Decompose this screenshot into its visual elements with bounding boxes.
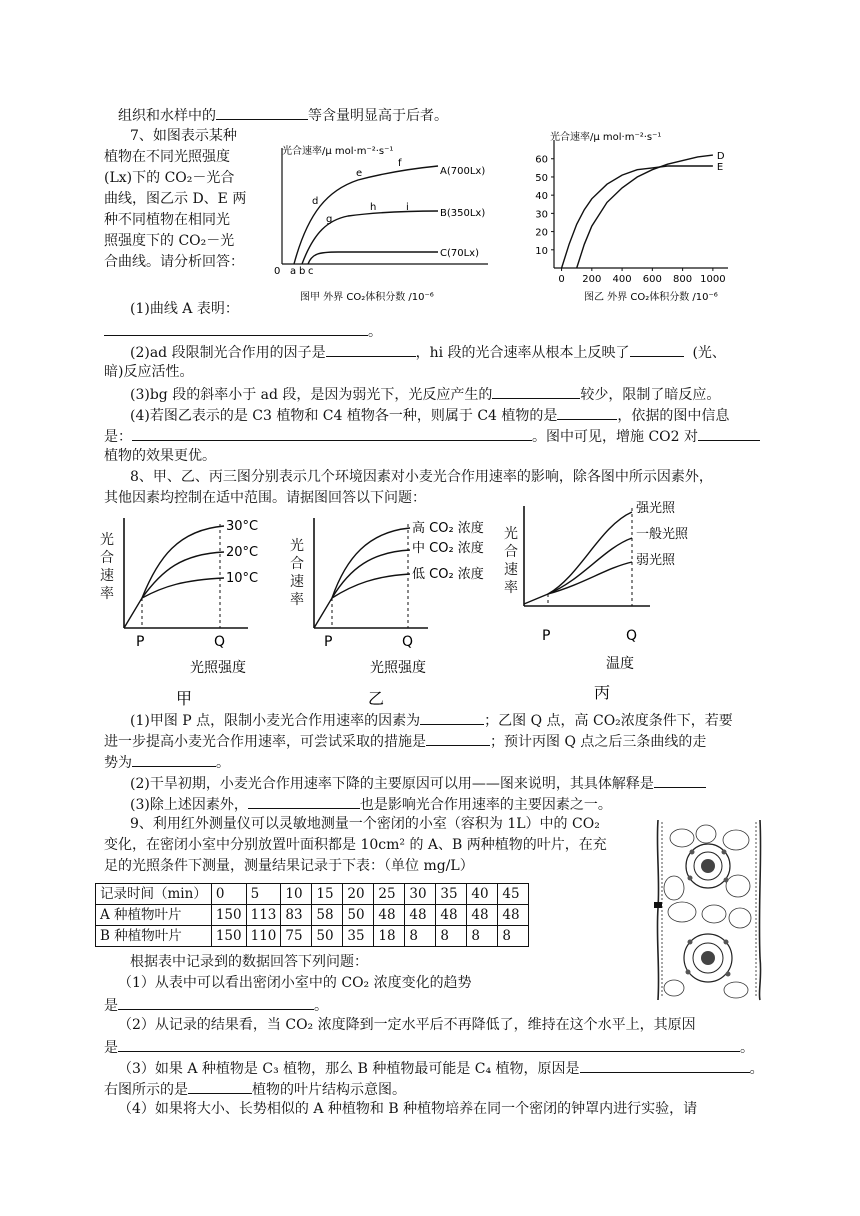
curve-label: C(70Lx): [440, 248, 479, 259]
svg-text:合: 合: [290, 556, 304, 572]
series-label-E: E: [716, 162, 724, 174]
x-tick-label: 400: [612, 274, 632, 285]
q7-intro-line: (Lx)下的 CO₂－光合: [104, 170, 235, 186]
q7-intro-line: 种不同植物在相同光: [104, 212, 230, 228]
q9-p1: （1）从表中可以看出密闭小室中的 CO₂ 浓度变化的趋势: [118, 975, 472, 991]
svg-text:合: 合: [504, 544, 518, 560]
svg-text:率: 率: [290, 592, 304, 608]
svg-text:速: 速: [504, 562, 518, 578]
series-line-E: [562, 166, 713, 268]
q7-intro-line: 照强度下的 CO₂－光: [104, 233, 235, 249]
record-table: [95, 883, 529, 947]
q7-p2-cont: 暗)反应活性。: [104, 364, 194, 380]
curve-a: [294, 166, 438, 264]
point-label: e: [356, 168, 363, 179]
svg-text:P: P: [542, 628, 551, 644]
q7-p3: (3)bg 段的斜率小于 ad 段，是因为弱光下，光反应产生的 较少，限制了暗反应。: [130, 383, 720, 405]
figure-yi-chart: [518, 126, 748, 310]
q9-p2-cont: 是 。: [104, 1036, 754, 1058]
q8-p1-cont: 进一步提高小麦光合作用速率，可尝试采取的措施是 ；预计丙图 Q 点之后三条曲线的走: [104, 730, 706, 752]
series-label: 20°C: [226, 545, 259, 560]
point-label: g: [326, 214, 333, 225]
origin-label: b: [299, 266, 306, 277]
answer-blank[interactable]: [426, 730, 490, 746]
graph-jia: [98, 508, 278, 708]
graph-title: 乙: [368, 689, 385, 708]
x-tick-label: 200: [582, 274, 602, 285]
table-header-row: 记录时间（min） 0 5 10 15 20 25 30 35 40 45: [96, 884, 529, 905]
q9-p4: （4）如果将大小、长势相似的 A 种植物和 B 种植物培养在同一个密闭的钟罩内进行实验，请: [118, 1101, 698, 1117]
y-tick-label: 60: [535, 154, 548, 166]
series-label: 强光照: [636, 501, 676, 516]
x-tick-label: 0: [558, 274, 565, 285]
answer-blank[interactable]: [118, 994, 314, 1010]
table-row: A 种植物叶片 150 113 83 58 50 48 48 48 48 48: [96, 905, 529, 926]
q8-p2: (2)干旱初期，小麦光合作用速率下降的主要原因可以用——图来说明，其具体解释是: [130, 772, 706, 794]
curve-label: A(700Lx): [440, 166, 486, 177]
q9-questions-intro: 根据表中记录到的数据回答下列问题：: [130, 954, 368, 970]
leaf-structure-illustration: [652, 818, 766, 1002]
answer-blank[interactable]: [654, 772, 706, 788]
point-label: d: [312, 196, 319, 207]
chart-caption: 图乙 外界 CO₂体积分数 /10⁻⁶: [584, 292, 718, 303]
answer-blank[interactable]: [188, 1078, 252, 1094]
svg-text:光: 光: [290, 538, 304, 554]
series-label: 中 CO₂ 浓度: [412, 541, 484, 556]
origin-label: c: [308, 266, 314, 277]
curve-b: [302, 211, 438, 264]
svg-text:Q: Q: [214, 634, 226, 650]
curve-label: B(350Lx): [440, 208, 486, 219]
graph-yi: [288, 508, 498, 708]
q9-p3-cont: 右图所示的是 植物的叶片结构示意图。: [104, 1078, 406, 1100]
answer-blank[interactable]: [132, 751, 216, 767]
table-row: B 种植物叶片 150 110 75 50 35 18 8 8 8 8: [96, 926, 529, 947]
q9-intro: 足的光照条件下测量，测量结果记录于下表：（单位 mg/L）: [104, 858, 474, 874]
answer-blank[interactable]: [326, 341, 416, 357]
fig-jia7-caption: 图甲 外界 CO₂体积分数 /10⁻⁶: [300, 292, 434, 303]
y-tick-label: 50: [535, 172, 548, 184]
answer-blank[interactable]: [216, 104, 308, 120]
series-label: 10°C: [226, 571, 259, 586]
svg-text:速: 速: [290, 574, 304, 590]
point-label: f: [398, 158, 402, 169]
graph-bing: [500, 496, 700, 706]
x-tick-label: 1000: [700, 274, 726, 285]
x-axis-label: 温度: [606, 656, 634, 672]
answer-blank[interactable]: [104, 320, 368, 336]
answer-blank[interactable]: [492, 383, 580, 399]
curve-c: [308, 252, 438, 264]
q7-p4-end: 植物的效果更优。: [104, 448, 216, 464]
x-axis-label: 光照强度: [190, 660, 246, 676]
svg-text:速: 速: [100, 568, 114, 584]
q7-intro-line: 植物在不同光照强度: [104, 149, 230, 165]
y-tick-label: 10: [535, 245, 548, 257]
q8-intro: 其他因素均控制在适中范围。请据图回答以下问题：: [104, 490, 426, 506]
q7-p4: (4)若图乙表示的是 C3 植物和 C4 植物各一种，则属于 C4 植物的是 ，依据的图中信息: [130, 404, 729, 426]
svg-text:P: P: [324, 634, 333, 650]
q7-p1: (1)曲线 A 表明：: [130, 301, 239, 317]
q7-intro-line: 曲线，图乙示 D、E 两: [104, 191, 247, 207]
y-tick-label: 40: [535, 191, 548, 203]
svg-text:P: P: [136, 634, 145, 650]
series-label: 弱光照: [636, 553, 676, 568]
graph-title: 甲: [176, 689, 193, 708]
series-label: 一般光照: [636, 527, 689, 542]
svg-text:Q: Q: [402, 634, 414, 650]
series-label: 低 CO₂ 浓度: [412, 567, 484, 582]
q9-p1-cont: 是 。: [104, 994, 328, 1016]
answer-blank[interactable]: [132, 425, 532, 441]
q7-p1-answer: 。: [104, 320, 382, 342]
q7-intro-line: 合曲线。请分析回答：: [104, 254, 244, 270]
chart-ylabel: 光合速率/μ mol·m⁻²·s⁻¹: [550, 132, 662, 143]
answer-blank[interactable]: [630, 341, 684, 357]
svg-text:合: 合: [100, 550, 114, 566]
series-label: 高 CO₂ 浓度: [412, 521, 484, 536]
answer-blank[interactable]: [118, 1036, 740, 1052]
svg-text:光: 光: [100, 532, 114, 548]
q7-intro-line: 7、如图表示某种: [130, 128, 237, 144]
answer-blank[interactable]: [248, 793, 360, 809]
x-tick-label: 800: [673, 274, 693, 285]
q6-tail-line: 组织和水样中的 等含量明显高于后者。: [118, 104, 448, 126]
q9-p3: （3）如果 A 种植物是 C₃ 植物，那么 B 种植物最可能是 C₄ 植物，原因是 。: [118, 1057, 764, 1079]
y-tick-label: 20: [535, 227, 548, 239]
answer-blank[interactable]: [580, 1057, 750, 1073]
origin-label: 0: [274, 266, 281, 277]
origin-label: a: [290, 266, 297, 277]
q7-p2: (2)ad 段限制光合作用的因子是 ，hi 段的光合速率从根本上反映了 (光、: [130, 341, 726, 363]
q8-intro: 8、甲、乙、丙三图分别表示几个环境因素对小麦光合作用速率的影响，除各图中所示因素外，: [130, 469, 713, 485]
svg-text:光: 光: [504, 526, 518, 542]
x-axis-label: 光照强度: [370, 660, 426, 676]
q9-intro: 9、利用红外测量仪可以灵敏地测量一个密闭的小室（容积为 1L）中的 CO₂: [130, 816, 600, 832]
series-label: 30°C: [226, 519, 259, 534]
svg-text:Q: Q: [626, 628, 638, 644]
y-tick-label: 30: [535, 209, 548, 221]
point-label: h: [370, 202, 377, 213]
point-label: i: [406, 202, 409, 213]
graph-title: 丙: [594, 683, 611, 702]
q9-intro: 变化，在密闭小室中分别放置叶面积都是 10cm² 的 A、B 两种植物的叶片，在充: [104, 837, 607, 853]
figure-jia-q7: [268, 132, 498, 310]
svg-text:率: 率: [100, 586, 114, 602]
fig-jia7-ylabel: 光合速率/μ mol·m⁻²·s⁻¹: [282, 146, 394, 157]
answer-blank[interactable]: [420, 709, 484, 725]
series-label-D: D: [716, 151, 725, 163]
series-line-D: [577, 155, 713, 268]
q9-p2: （2）从记录的结果看，当 CO₂ 浓度降到一定水平后不再降低了，维持在这个水平上，其原因: [118, 1017, 696, 1033]
x-tick-label: 600: [642, 274, 662, 285]
q7-p4-cont: 是： 。图中可见，增施 CO2 对: [104, 425, 760, 447]
svg-text:率: 率: [504, 580, 518, 596]
answer-blank[interactable]: [557, 404, 617, 420]
q8-p1-end: 势为 。: [104, 751, 230, 773]
q8-p3: (3)除上述因素外， 也是影响光合作用速率的主要因素之一。: [130, 793, 612, 815]
answer-blank[interactable]: [698, 425, 760, 441]
q8-p1: (1)甲图 P 点，限制小麦光合作用速率的因素为 ；乙图 Q 点，高 CO₂浓度条件下，若要: [130, 709, 733, 731]
